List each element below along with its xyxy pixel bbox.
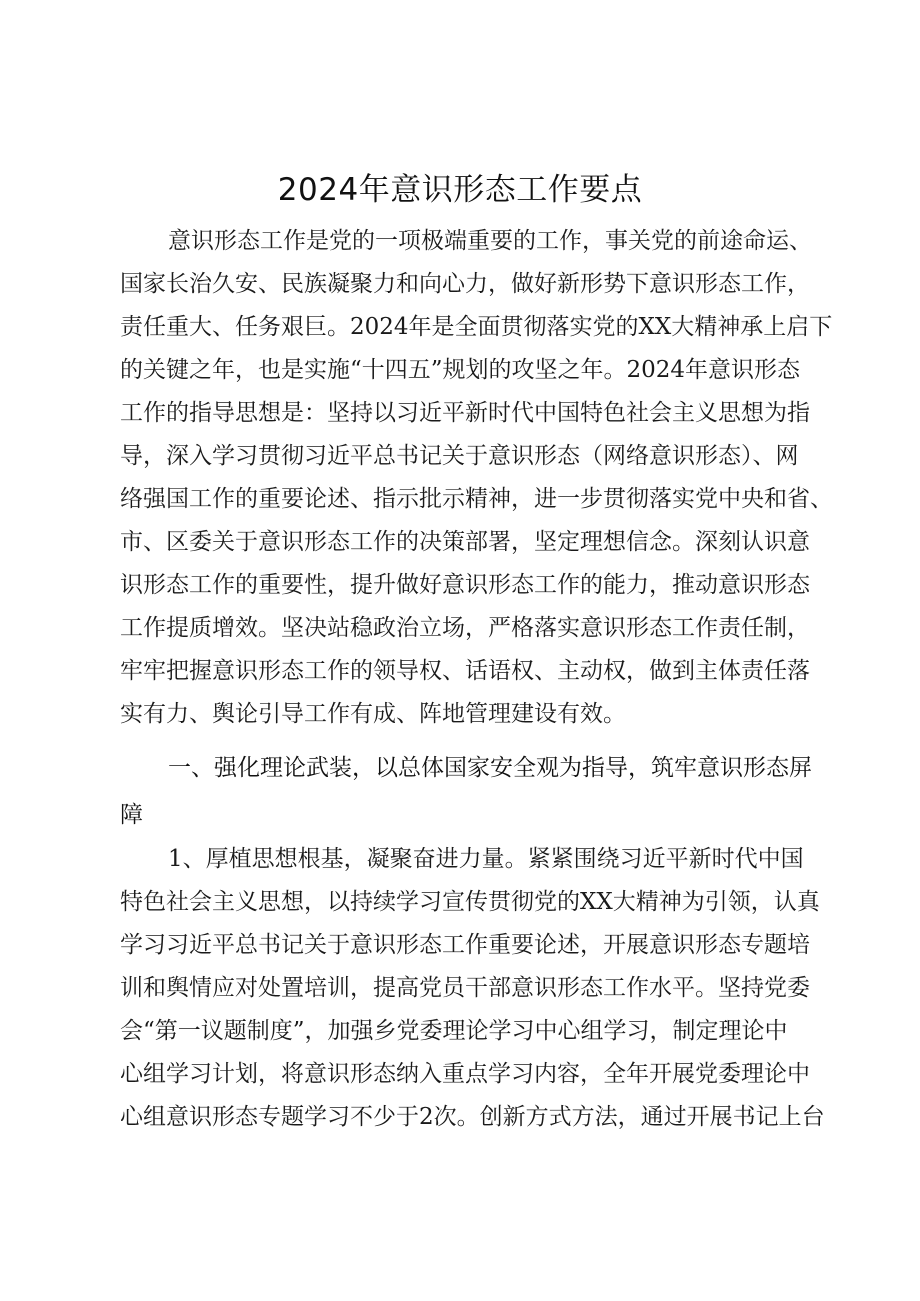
intro-line: 工作提质增效。坚决站稳政治立场，严格落实意识形态工作责任制， (120, 615, 810, 641)
section-heading: 一、强化理论武装，以总体国家安全观为指导，筑牢意识形态屏 (168, 755, 812, 781)
item-line: 心组学习计划，将意识形态纳入重点学习内容，全年开展党委理论中 (120, 1061, 810, 1087)
intro-line: 意识形态工作是党的一项极端重要的工作，事关党的前途命运、 (168, 228, 812, 254)
document-title: 2024年意识形态工作要点 (277, 172, 643, 208)
item-line: 1、厚植思想根基，凝聚奋进力量。紧紧围绕习近平新时代中国 (168, 846, 804, 872)
intro-line: 导，深入学习贯彻习近平总书记关于意识形态（网络意识形态）、网 (120, 443, 799, 469)
section-heading: 障 (120, 802, 143, 828)
intro-line: 识形态工作的重要性，提升做好意识形态工作的能力，推动意识形态 (120, 572, 810, 598)
item-line: 训和舆情应对处置培训，提高党员干部意识形态工作水平。坚持党委 (120, 975, 810, 1001)
intro-line: 牢牢把握意识形态工作的领导权、话语权、主动权，做到主体责任落 (120, 658, 810, 684)
item-line: 特色社会主义思想，以持续学习宣传贯彻党的XX大精神为引领，认真 (120, 889, 820, 915)
intro-line: 的关键之年，也是实施“十四五”规划的攻坚之年。2024年意识形态 (120, 357, 801, 383)
item-line: 心组意识形态专题学习不少于2次。创新方式方法，通过开展书记上台 (120, 1104, 825, 1130)
intro-line: 工作的指导思想是：坚持以习近平新时代中国特色社会主义思想为指 (120, 400, 810, 426)
intro-line: 市、区委关于意识形态工作的决策部署，坚定理想信念。深刻认识意 (120, 529, 810, 555)
item-line: 学习习近平总书记关于意识形态工作重要论述，开展意识形态专题培 (120, 932, 810, 958)
item-line: 会“第一议题制度”，加强乡党委理论学习中心组学习，制定理论中 (120, 1018, 788, 1044)
intro-line: 络强国工作的重要论述、指示批示精神，进一步贯彻落实党中央和省、 (120, 486, 833, 512)
intro-line: 责任重大、任务艰巨。2024年是全面贯彻落实党的XX大精神承上启下 (120, 314, 833, 340)
intro-line: 国家长治久安、民族凝聚力和向心力，做好新形势下意识形态工作， (120, 271, 810, 297)
intro-line: 实有力、舆论引导工作有成、阵地管理建设有效。 (120, 701, 626, 727)
